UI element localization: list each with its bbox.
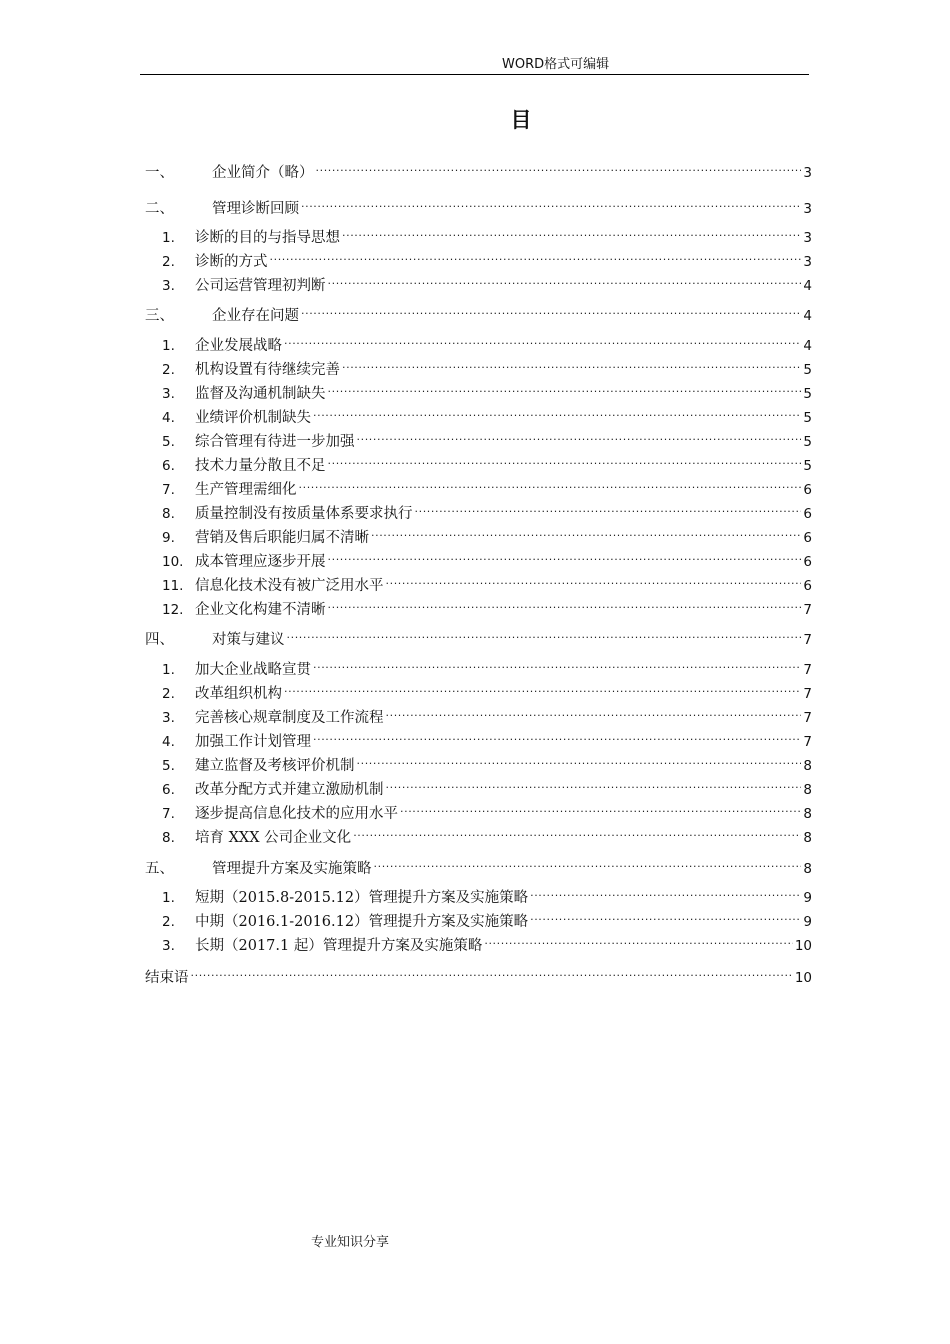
toc-entry-title: 诊断的方式: [195, 254, 268, 270]
dot-leader: [374, 851, 802, 873]
dot-leader: [357, 424, 802, 446]
toc-entry-page-number: 8: [803, 830, 812, 846]
toc-entry[interactable]: [162, 496, 812, 522]
toc-entry-page-number: 5: [803, 458, 812, 474]
dot-leader: [301, 298, 801, 320]
header-text: WORD格式可编辑: [502, 57, 610, 72]
toc-entry[interactable]: [162, 424, 812, 450]
toc-entry-number: 1.: [162, 890, 175, 906]
toc-entry[interactable]: [145, 298, 812, 324]
toc-entry[interactable]: [145, 960, 812, 986]
toc-entry-page-number: 7: [803, 602, 812, 618]
toc-entry-page-number: 7: [803, 662, 812, 678]
toc-entry-page-number: 5: [803, 410, 812, 426]
toc-entry-title: 诊断的目的与指导思想: [195, 230, 340, 246]
toc-entry[interactable]: [162, 748, 812, 774]
toc-entry-title: 结束语: [145, 970, 189, 986]
toc-entry-page-number: 10: [794, 970, 812, 986]
toc-entry[interactable]: [162, 796, 812, 822]
footer-text: 专业知识分享: [311, 1235, 390, 1250]
toc-entry-title: 生产管理需细化: [195, 482, 297, 498]
toc-entry[interactable]: [162, 328, 812, 354]
toc-entry-page-number: 9: [803, 914, 812, 930]
toc-entry-number: 5.: [162, 434, 175, 450]
toc-entry-title: 监督及沟通机制缺失: [195, 386, 326, 402]
dot-leader: [191, 960, 793, 982]
toc-entry-title: 企业文化构建不清晰: [195, 602, 326, 618]
toc-entry-number: 8.: [162, 830, 175, 846]
dot-leader: [328, 376, 802, 398]
dot-leader: [371, 520, 801, 542]
toc-entry-number: 三、: [145, 308, 174, 324]
toc-entry-page-number: 7: [803, 734, 812, 750]
toc-entry-page-number: 6: [803, 554, 812, 570]
toc-entry-page-number: 8: [803, 782, 812, 798]
toc-entry-number: 四、: [145, 632, 174, 648]
toc-entry-page-number: 6: [803, 578, 812, 594]
toc-entry-number: 3.: [162, 710, 175, 726]
toc-entry-number: 3.: [162, 938, 175, 954]
toc-entry-title: 成本管理应逐步开展: [195, 554, 326, 570]
toc-entry[interactable]: [162, 520, 812, 546]
toc-entry[interactable]: [162, 244, 812, 270]
toc-entry-number: 3.: [162, 386, 175, 402]
toc-entry[interactable]: [162, 820, 812, 846]
toc-entry-title: 逐步提高信息化技术的应用水平: [195, 806, 398, 822]
toc-entry[interactable]: [162, 448, 812, 474]
dot-leader: [342, 352, 801, 374]
dot-leader: [313, 724, 801, 746]
toc-entry-number: 2.: [162, 686, 175, 702]
toc-entry-number: 5.: [162, 758, 175, 774]
dot-leader: [328, 544, 802, 566]
toc-entry-title: 短期（2015.8-2015.12）管理提升方案及实施策略: [195, 890, 529, 906]
toc-entry-page-number: 3: [803, 201, 812, 217]
toc-entry-number: 8.: [162, 506, 175, 522]
toc-entry-page-number: 9: [803, 890, 812, 906]
dot-leader: [299, 472, 802, 494]
toc-entry[interactable]: [162, 268, 812, 294]
toc-entry[interactable]: [162, 772, 812, 798]
toc-entry-title: 信息化技术没有被广泛用水平: [195, 578, 384, 594]
dot-leader: [386, 772, 802, 794]
toc-entry[interactable]: [162, 544, 812, 570]
toc-entry-title: 对策与建议: [212, 632, 285, 648]
dot-leader: [301, 191, 801, 213]
toc-entry-page-number: 4: [803, 338, 812, 354]
toc-entry[interactable]: [162, 472, 812, 498]
toc-entry[interactable]: [162, 220, 812, 246]
toc-entry-page-number: 10: [794, 938, 812, 954]
toc-entry-number: 五、: [145, 861, 174, 877]
toc-entry[interactable]: [162, 592, 812, 618]
toc-entry-title: 企业简介（略）: [212, 165, 314, 181]
toc-entry-title: 公司运营管理初判断: [195, 278, 326, 294]
toc-entry-title: 改革分配方式并建立激励机制: [195, 782, 384, 798]
toc-entry-title: 营销及售后职能归属不清晰: [195, 530, 369, 546]
dot-leader: [328, 448, 802, 470]
toc-entry-number: 1.: [162, 230, 175, 246]
toc-entry-number: 1.: [162, 662, 175, 678]
toc-entry-page-number: 8: [803, 861, 812, 877]
dot-leader: [530, 880, 801, 902]
dot-leader: [284, 676, 801, 698]
toc-entry-title: 完善核心规章制度及工作流程: [195, 710, 384, 726]
dot-leader: [287, 622, 802, 644]
toc-entry-number: 1.: [162, 338, 175, 354]
dot-leader: [484, 928, 792, 950]
toc-entry-title: 建立监督及考核评价机制: [195, 758, 355, 774]
dot-leader: [313, 652, 801, 674]
toc-entry-page-number: 5: [803, 386, 812, 402]
toc-entry-title: 管理提升方案及实施策略: [212, 861, 372, 877]
toc-entry-title: 加大企业战略宣贯: [195, 662, 311, 678]
toc-entry-number: 2.: [162, 362, 175, 378]
toc-entry[interactable]: [162, 400, 812, 426]
toc-entry[interactable]: [145, 851, 812, 877]
toc-entry-page-number: 6: [803, 530, 812, 546]
toc-entry-number: 6.: [162, 458, 175, 474]
toc-entry[interactable]: [162, 376, 812, 402]
toc-entry-number: 7.: [162, 482, 175, 498]
dot-leader: [328, 268, 802, 290]
toc-entry[interactable]: [145, 155, 812, 181]
toc-entry-page-number: 6: [803, 482, 812, 498]
toc-entry-title: 综合管理有待进一步加强: [195, 434, 355, 450]
toc-entry-title: 质量控制没有按质量体系要求执行: [195, 506, 413, 522]
toc-entry-number: 二、: [145, 201, 174, 217]
dot-leader: [386, 568, 802, 590]
toc-entry-title: 业绩评价机制缺失: [195, 410, 311, 426]
toc-entry-page-number: 3: [803, 165, 812, 181]
toc-entry-page-number: 4: [803, 278, 812, 294]
dot-leader: [353, 820, 801, 842]
toc-entry-page-number: 7: [803, 686, 812, 702]
toc-entry[interactable]: [145, 191, 812, 217]
toc-entry-title: 企业存在问题: [212, 308, 299, 324]
toc-entry-number: 一、: [145, 165, 174, 181]
dot-leader: [400, 796, 801, 818]
dot-leader: [357, 748, 802, 770]
toc-entry-page-number: 4: [803, 308, 812, 324]
toc-entry[interactable]: [162, 676, 812, 702]
toc-entry[interactable]: [162, 928, 812, 954]
toc-entry-title: 机构设置有待继续完善: [195, 362, 340, 378]
toc-entry[interactable]: [162, 904, 812, 930]
toc-entry-title: 技术力量分散且不足: [195, 458, 326, 474]
dot-leader: [313, 400, 801, 422]
toc-entry-title: 企业发展战略: [195, 338, 282, 354]
dot-leader: [342, 220, 801, 242]
toc-entry-number: 7.: [162, 806, 175, 822]
toc-entry-title: 培育 XXX 公司企业文化: [195, 830, 352, 846]
toc-entry-title: 中期（2016.1-2016.12）管理提升方案及实施策略: [195, 914, 529, 930]
toc-entry-number: 12.: [162, 602, 184, 618]
toc-entry-page-number: 7: [803, 632, 812, 648]
toc-entry-page-number: 8: [803, 758, 812, 774]
toc-entry-number: 2.: [162, 914, 175, 930]
dot-leader: [530, 904, 801, 926]
dot-leader: [415, 496, 802, 518]
toc-entry-number: 4.: [162, 410, 175, 426]
toc-entry-page-number: 6: [803, 506, 812, 522]
dot-leader: [328, 592, 802, 614]
toc-entry-number: 2.: [162, 254, 175, 270]
toc-entry-title: 长期（2017.1 起）管理提升方案及实施策略: [195, 938, 483, 954]
toc-entry-number: 3.: [162, 278, 175, 294]
toc-entry-page-number: 8: [803, 806, 812, 822]
dot-leader: [270, 244, 802, 266]
dot-leader: [316, 155, 802, 177]
toc-entry[interactable]: [162, 880, 812, 906]
toc-entry-page-number: 3: [803, 230, 812, 246]
toc-entry[interactable]: [162, 568, 812, 594]
toc-entry-page-number: 5: [803, 362, 812, 378]
toc-entry[interactable]: [162, 700, 812, 726]
dot-leader: [284, 328, 801, 350]
toc-entry-number: 10.: [162, 554, 184, 570]
toc-entry-page-number: 3: [803, 254, 812, 270]
toc-entry[interactable]: [145, 622, 812, 648]
toc-title: 目: [510, 107, 532, 132]
toc-entry[interactable]: [162, 724, 812, 750]
toc-entry-number: 9.: [162, 530, 175, 546]
toc-entry-number: 6.: [162, 782, 175, 798]
toc-entry[interactable]: [162, 352, 812, 378]
toc-entry-number: 4.: [162, 734, 175, 750]
toc-entry-number: 11.: [162, 578, 184, 594]
toc-entry[interactable]: [162, 652, 812, 678]
toc-entry-title: 改革组织机构: [195, 686, 282, 702]
dot-leader: [386, 700, 802, 722]
toc-entry-title: 加强工作计划管理: [195, 734, 311, 750]
toc-entry-title: 管理诊断回顾: [212, 201, 299, 217]
toc-entry-page-number: 7: [803, 710, 812, 726]
toc-entry-page-number: 5: [803, 434, 812, 450]
